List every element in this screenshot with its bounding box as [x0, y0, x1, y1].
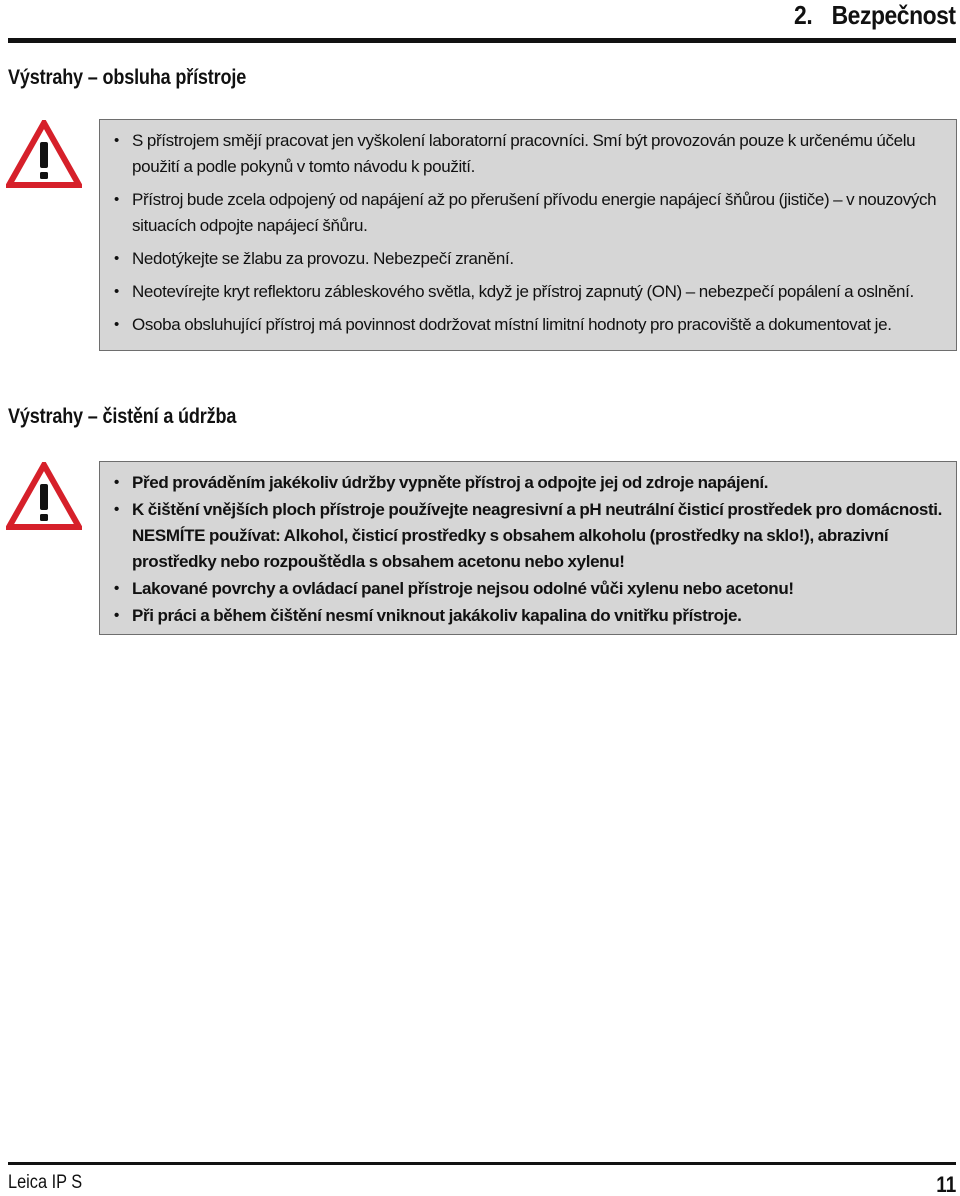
warning-triangle-icon [6, 120, 82, 188]
page-number: 11 [935, 1172, 956, 1196]
footer-rule [8, 1162, 956, 1165]
list-item: • Osoba obsluhující přístroj má povinnost dodržovat místní limitní hodnoty pro pracoviště a dokumentovat je. [112, 312, 948, 338]
footer-product-name: Leica IP S [8, 1172, 83, 1193]
section-heading-maintenance: Výstrahy – čistění a údržba [8, 405, 237, 428]
chapter-number: 2. [794, 0, 813, 30]
page-header [0, 0, 960, 46]
list-item: • Nedotýkejte se žlabu za provozu. Nebezpečí zranění. [112, 246, 948, 272]
list-item: • Neotevírejte kryt reflektoru zábleskového světla, když je přístroj zapnutý (ON) – nebezpečí popálení a oslnění. [112, 279, 948, 305]
warning-list-operation [112, 128, 948, 338]
warning-list-maintenance [112, 470, 948, 629]
list-item: • S přístrojem smějí pracovat jen vyškolení laboratorní pracovníci. Smí být provozován pouze k určenému účelu použití a podle pokynů v tomto návodu k použití. [112, 128, 948, 180]
warning-box-maintenance [99, 461, 957, 635]
list-item: • K čištění vnějších ploch přístroje používejte neagresivní a pH neutrální čisticí prostředek pro domácnosti. NESMÍTE používat: Alkohol, čisticí prostředky s obsahem alkoholu (prostředky na sklo!), abrazivní prostředky nebo rozpouštědla s obsahem acetonu nebo xylenu! [112, 497, 948, 575]
warning-triangle-icon [6, 462, 82, 530]
chapter-title [794, 0, 956, 31]
list-item: • Lakované povrchy a ovládací panel přístroje nejsou odolné vůči xylenu nebo acetonu! [112, 576, 948, 602]
header-rule [8, 38, 956, 43]
list-item: • Při práci a během čištění nesmí vniknout jakákoliv kapalina do vnitřku přístroje. [112, 603, 948, 629]
list-item: • Přístroj bude zcela odpojený od napájení až po přerušení přívodu energie napájecí šňůrou (jističe) – v nouzových situacích odpojte napájecí šňůru. [112, 187, 948, 239]
section-heading-operation: Výstrahy – obsluha přístroje [8, 66, 247, 89]
list-item: • Před prováděním jakékoliv údržby vypněte přístroj a odpojte jej od zdroje napájení. [112, 470, 948, 496]
warning-box-operation [99, 119, 957, 351]
chapter-name: Bezpečnost [831, 0, 956, 30]
